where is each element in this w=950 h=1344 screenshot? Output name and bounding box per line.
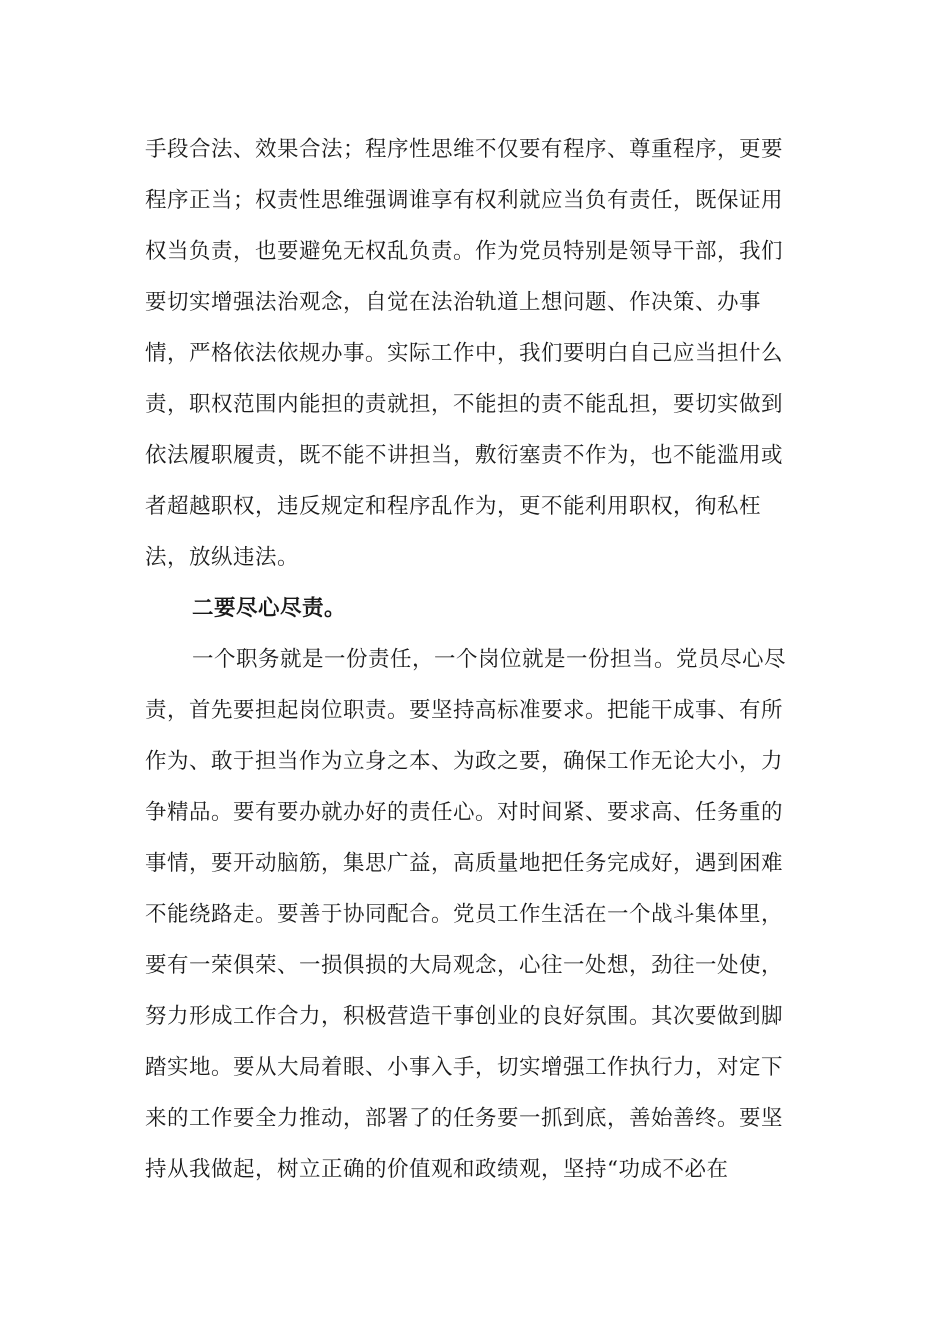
paragraph-line: 努力形成工作合力，积极营造干事创业的良好氛围。其次要做到脚 bbox=[145, 1004, 784, 1029]
paragraph-line: 责，职权范围内能担的责就担，不能担的责不能乱担，要切实做到 bbox=[145, 392, 784, 417]
paragraph-line: 不能绕路走。要善于协同配合。党员工作生活在一个战斗集体里， bbox=[145, 902, 784, 927]
paragraph-line: 要有一荣俱荣、一损俱损的大局观念，心往一处想，劲往一处使， bbox=[145, 953, 784, 978]
paragraph-line: 持从我做起，树立正确的价值观和政绩观，坚持“功成不必在 bbox=[145, 1157, 729, 1182]
paragraph-line: 依法履职履责，既不能不讲担当，敷衍塞责不作为，也不能滥用或 bbox=[145, 443, 784, 468]
paragraph-line: 踏实地。要从大局着眼、小事入手，切实增强工作执行力，对定下 bbox=[145, 1055, 784, 1080]
paragraph-line: 责，首先要担起岗位职责。要坚持高标准要求。把能干成事、有所 bbox=[145, 698, 784, 723]
paragraph-line: 来的工作要全力推动，部署了的任务要一抓到底，善始善终。要坚 bbox=[145, 1106, 784, 1131]
paragraph-line: 权当负责，也要避免无权乱负责。作为党员特别是领导干部，我们 bbox=[145, 239, 784, 264]
paragraph-line: 法，放纵违法。 bbox=[145, 545, 300, 570]
paragraph-line: 手段合法、效果合法；程序性思维不仅要有程序、尊重程序，更要 bbox=[145, 137, 784, 162]
document-body bbox=[145, 124, 805, 1195]
section-heading: 二要尽心尽责。 bbox=[192, 596, 347, 621]
paragraph-line: 一个职务就是一份责任，一个岗位就是一份担当。党员尽心尽 bbox=[192, 647, 787, 672]
paragraph-line: 争精品。要有要办就办好的责任心。对时间紧、要求高、任务重的 bbox=[145, 800, 784, 825]
paragraph-line: 情，严格依法依规办事。实际工作中，我们要明白自己应当担什么 bbox=[145, 341, 784, 366]
paragraph-line: 程序正当；权责性思维强调谁享有权利就应当负有责任，既保证用 bbox=[145, 188, 784, 213]
paragraph-line: 者超越职权，违反规定和程序乱作为，更不能利用职权，徇私枉 bbox=[145, 494, 762, 519]
paragraph-line: 事情，要开动脑筋，集思广益，高质量地把任务完成好，遇到困难 bbox=[145, 851, 784, 876]
paragraph-line: 要切实增强法治观念，自觉在法治轨道上想问题、作决策、办事 bbox=[145, 290, 762, 315]
paragraph-line: 作为、敢于担当作为立身之本、为政之要，确保工作无论大小，力 bbox=[145, 749, 784, 774]
